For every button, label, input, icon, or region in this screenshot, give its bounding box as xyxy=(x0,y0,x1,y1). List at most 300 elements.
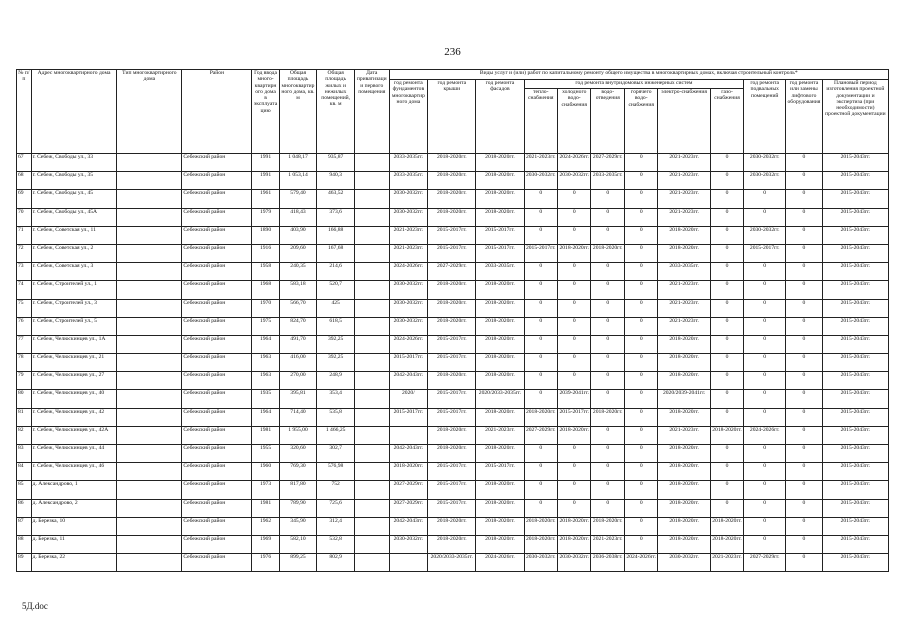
cell-facade: 2018-2020гг. xyxy=(476,408,524,426)
cell-basement: 0 xyxy=(744,335,786,353)
cell-heat: 2030-2032гг. xyxy=(524,554,557,572)
cell-hot-water: 0 xyxy=(624,463,657,481)
cell-heat: 0 xyxy=(524,354,557,372)
cell-gas: 0 xyxy=(710,299,743,317)
cell-address: г. Себеж, Строителей ул., 3 xyxy=(31,299,117,317)
cell-design-doc: 2015-2043гг. xyxy=(822,535,888,553)
cell-foundation: 2027-2029гг. xyxy=(389,481,428,499)
cell-design-doc: 2015-2043гг. xyxy=(822,372,888,390)
cell-electric: 2021-2023гг. xyxy=(658,317,710,335)
cell-privatization-date xyxy=(354,354,389,372)
cell-hot-water: 0 xyxy=(624,154,657,172)
cell-sewer: 0 xyxy=(591,281,624,299)
cell-foundation: 2020/ xyxy=(389,390,428,408)
cell-building-type xyxy=(117,517,182,535)
cell-privatization-date xyxy=(354,481,389,499)
cell-living-area: 576,98 xyxy=(317,463,355,481)
table-row xyxy=(17,317,889,335)
cell-roof: 2018-2020гг. xyxy=(428,517,476,535)
cell-sewer: 2033-2035гг. xyxy=(591,172,624,190)
cell-electric: 2021-2023гг. xyxy=(658,154,710,172)
cell-foundation: 2030-2032гг. xyxy=(389,208,428,226)
cell-heat: 0 xyxy=(524,317,557,335)
capital-repair-table xyxy=(16,69,889,572)
col-header-sewer: водо-отведения xyxy=(591,89,624,154)
cell-cold-water: 0 xyxy=(558,263,591,281)
cell-sewer: 0 xyxy=(591,499,624,517)
cell-living-area: 618,5 xyxy=(317,317,355,335)
cell-district: Себежский район xyxy=(182,499,252,517)
col-header-design-doc: Плановый период изготовления проектной документации и экспертиза (при необходимости) проектной документации xyxy=(822,80,888,154)
col-header-cold-water: холодного водо-снабжения xyxy=(558,89,591,154)
cell-building-type xyxy=(117,154,182,172)
col-header-building-type: Тип многоквартирного дома xyxy=(117,70,182,154)
cell-cold-water: 0 xyxy=(558,335,591,353)
cell-district: Себежский район xyxy=(182,317,252,335)
cell-cold-water: 0 xyxy=(558,481,591,499)
cell-address: г. Себеж, Свободы ул., 35 xyxy=(31,172,117,190)
col-header-heat: тепло-снабжения xyxy=(524,89,557,154)
table-row xyxy=(17,299,889,317)
cell-living-area: 425 xyxy=(317,299,355,317)
cell-design-doc: 2015-2043гг. xyxy=(822,190,888,208)
cell-gas: 0 xyxy=(710,281,743,299)
cell-roof: 2018-2020гг. xyxy=(428,426,476,444)
col-header-facade: год ремонта фасадов xyxy=(476,80,524,154)
cell-elevator: 0 xyxy=(786,517,823,535)
cell-year-built: 1979 xyxy=(252,208,279,226)
cell-electric: 2021-2023гг. xyxy=(658,190,710,208)
cell-hot-water: 0 xyxy=(624,281,657,299)
cell-year-built: 1890 xyxy=(252,226,279,244)
cell-year-built: 1968 xyxy=(252,281,279,299)
cell-electric: 2018-2020гг. xyxy=(658,445,710,463)
cell-sewer: 0 xyxy=(591,208,624,226)
cell-address: г. Себеж, Челюскинцев ул., 27 xyxy=(31,372,117,390)
cell-facade: 2018-2020гг. xyxy=(476,499,524,517)
cell-foundation: 2021-2023гг. xyxy=(389,226,428,244)
cell-sewer: 0 xyxy=(591,335,624,353)
cell-facade: 2018-2020гг. xyxy=(476,154,524,172)
cell-building-type xyxy=(117,281,182,299)
cell-design-doc: 2015-2043гг. xyxy=(822,426,888,444)
cell-district: Себежский район xyxy=(182,335,252,353)
cell-total-area: 824,70 xyxy=(279,317,317,335)
cell-year-built: 1970 xyxy=(252,299,279,317)
table-header xyxy=(17,70,889,154)
cell-roof: 2018-2020гг. xyxy=(428,535,476,553)
cell-total-area: 345,90 xyxy=(279,517,317,535)
cell-gas: 0 xyxy=(710,499,743,517)
cell-gas: 0 xyxy=(710,408,743,426)
table-row xyxy=(17,190,889,208)
cell-living-area: 520,7 xyxy=(317,281,355,299)
cell-gas: 0 xyxy=(710,335,743,353)
table-row xyxy=(17,554,889,572)
cell-building-type xyxy=(117,190,182,208)
cell-foundation: 2042-2043гг. xyxy=(389,517,428,535)
col-header-elevator: год ремонта или замены лифтового оборудования xyxy=(786,80,823,154)
cell-design-doc: 2015-2043гг. xyxy=(822,208,888,226)
cell-year-built: 1991 xyxy=(252,172,279,190)
cell-cold-water: 0 xyxy=(558,208,591,226)
cell-design-doc: 2015-2043гг. xyxy=(822,481,888,499)
cell-sewer: 2018-2020гг. xyxy=(591,517,624,535)
cell-roof: 2015-2017гг. xyxy=(428,335,476,353)
cell-hot-water: 0 xyxy=(624,263,657,281)
cell-gas: 0 xyxy=(710,372,743,390)
cell-year-built: 1955 xyxy=(252,445,279,463)
cell-living-area: 752 xyxy=(317,481,355,499)
col-header-electric: электро-снабжения xyxy=(658,89,710,154)
cell-privatization-date xyxy=(354,226,389,244)
cell-facade: 2018-2020гг. xyxy=(476,372,524,390)
cell-living-area: 1 466,25 xyxy=(317,426,355,444)
cell-basement: 0 xyxy=(744,372,786,390)
cell-basement: 0 xyxy=(744,499,786,517)
cell-address: д. Александрово, 1 xyxy=(31,481,117,499)
cell-gas: 0 xyxy=(710,390,743,408)
cell-roof: 2018-2020гг. xyxy=(428,281,476,299)
cell-roof: 2018-2020гг. xyxy=(428,208,476,226)
cell-building-type xyxy=(117,354,182,372)
cell-foundation: 2042-2043гг. xyxy=(389,372,428,390)
cell-district: Себежский район xyxy=(182,172,252,190)
cell-address: г. Себеж, Строителей ул., 5 xyxy=(31,317,117,335)
cell-basement: 0 xyxy=(744,517,786,535)
cell-address: г. Себеж, Советская ул., 2 xyxy=(31,244,117,262)
cell-facade: 2018-2020гг. xyxy=(476,445,524,463)
cell-hot-water: 0 xyxy=(624,390,657,408)
cell-no: 84 xyxy=(17,463,32,481)
cell-design-doc: 2015-2043гг. xyxy=(822,172,888,190)
cell-privatization-date xyxy=(354,535,389,553)
cell-cold-water: 2015-2017гг. xyxy=(558,408,591,426)
cell-building-type xyxy=(117,299,182,317)
cell-elevator: 0 xyxy=(786,317,823,335)
cell-foundation: 2033-2035гг. xyxy=(389,154,428,172)
table-row xyxy=(17,281,889,299)
cell-district: Себежский район xyxy=(182,535,252,553)
cell-facade: 2033-2035гг. xyxy=(476,263,524,281)
cell-elevator: 0 xyxy=(786,426,823,444)
cell-design-doc: 2015-2043гг. xyxy=(822,499,888,517)
cell-building-type xyxy=(117,499,182,517)
cell-electric: 2018-2020гг. xyxy=(658,463,710,481)
cell-hot-water: 0 xyxy=(624,535,657,553)
cell-basement: 0 xyxy=(744,190,786,208)
cell-hot-water: 0 xyxy=(624,335,657,353)
cell-roof: 2015-2017гг. xyxy=(428,390,476,408)
cell-electric: 2033-2035гг. xyxy=(658,263,710,281)
cell-cold-water: 0 xyxy=(558,281,591,299)
cell-design-doc: 2015-2043гг. xyxy=(822,390,888,408)
cell-no: 69 xyxy=(17,190,32,208)
cell-living-area: 940,3 xyxy=(317,172,355,190)
cell-roof: 2018-2020гг. xyxy=(428,190,476,208)
cell-heat: 2018-2020гг. xyxy=(524,535,557,553)
table-row xyxy=(17,481,889,499)
cell-hot-water: 0 xyxy=(624,372,657,390)
cell-address: г. Себеж, Строителей ул., 1 xyxy=(31,281,117,299)
table-row xyxy=(17,208,889,226)
cell-living-area: 166,88 xyxy=(317,226,355,244)
cell-no: 67 xyxy=(17,154,32,172)
cell-sewer: 0 xyxy=(591,390,624,408)
cell-district: Себежский район xyxy=(182,263,252,281)
cell-building-type xyxy=(117,463,182,481)
cell-living-area: 802,9 xyxy=(317,554,355,572)
cell-no: 79 xyxy=(17,372,32,390)
cell-total-area: 240,35 xyxy=(279,263,317,281)
cell-privatization-date xyxy=(354,281,389,299)
cell-roof: 2015-2017гг. xyxy=(428,499,476,517)
cell-basement: 0 xyxy=(744,263,786,281)
col-header-address: Адрес многоквартирного дома xyxy=(31,70,117,154)
cell-foundation: 2018-2020гг. xyxy=(389,463,428,481)
col-header-no: № п/п xyxy=(17,70,32,154)
cell-gas: 2018-2020гг. xyxy=(710,517,743,535)
table-row xyxy=(17,390,889,408)
cell-district: Себежский район xyxy=(182,426,252,444)
cell-roof: 2018-2020гг. xyxy=(428,445,476,463)
cell-gas: 0 xyxy=(710,208,743,226)
cell-elevator: 0 xyxy=(786,299,823,317)
cell-basement: 2024-2026гг. xyxy=(744,426,786,444)
cell-heat: 2027-2029гг. xyxy=(524,426,557,444)
cell-elevator: 0 xyxy=(786,499,823,517)
cell-living-area: 248,9 xyxy=(317,372,355,390)
cell-privatization-date xyxy=(354,172,389,190)
cell-basement: 0 xyxy=(744,445,786,463)
cell-gas: 0 xyxy=(710,263,743,281)
cell-facade: 2018-2020гг. xyxy=(476,335,524,353)
cell-district: Себежский район xyxy=(182,554,252,572)
cell-electric: 2018-2020гг. xyxy=(658,499,710,517)
cell-heat: 0 xyxy=(524,299,557,317)
cell-sewer: 2018-2020гг. xyxy=(591,244,624,262)
cell-heat: 2018-2020гг. xyxy=(524,408,557,426)
cell-district: Себежский район xyxy=(182,190,252,208)
cell-privatization-date xyxy=(354,299,389,317)
cell-living-area: 373,6 xyxy=(317,208,355,226)
cell-electric: 2018-2020гг. xyxy=(658,354,710,372)
cell-elevator: 0 xyxy=(786,244,823,262)
cell-cold-water: 0 xyxy=(558,445,591,463)
cell-building-type xyxy=(117,481,182,499)
cell-basement: 0 xyxy=(744,317,786,335)
cell-elevator: 0 xyxy=(786,154,823,172)
cell-total-area: 1 048,17 xyxy=(279,154,317,172)
cell-elevator: 0 xyxy=(786,445,823,463)
cell-address: г. Себеж, Челюскинцев ул., 40 xyxy=(31,390,117,408)
col-header-foundation: год ремонта фундаментов многоквартирного дома xyxy=(389,80,428,154)
table-row xyxy=(17,354,889,372)
cell-building-type xyxy=(117,408,182,426)
cell-privatization-date xyxy=(354,317,389,335)
table-row xyxy=(17,154,889,172)
cell-elevator: 0 xyxy=(786,226,823,244)
cell-privatization-date xyxy=(354,445,389,463)
cell-sewer: 0 xyxy=(591,372,624,390)
cell-heat: 2018-2020гг. xyxy=(524,517,557,535)
cell-cold-water: 2018-2020гг. xyxy=(558,426,591,444)
cell-district: Себежский район xyxy=(182,208,252,226)
cell-no: 87 xyxy=(17,517,32,535)
cell-living-area: 463,52 xyxy=(317,190,355,208)
cell-address: г. Себеж, Челюскинцев ул., 44 xyxy=(31,445,117,463)
cell-building-type xyxy=(117,317,182,335)
cell-hot-water: 0 xyxy=(624,208,657,226)
cell-basement: 0 xyxy=(744,299,786,317)
col-header-basement: год ремонта подвальных помещений xyxy=(744,80,786,154)
cell-roof: 2018-2020гг. xyxy=(428,154,476,172)
cell-building-type xyxy=(117,244,182,262)
cell-living-area: 312,4 xyxy=(317,517,355,535)
cell-sewer: 2018-2020гг. xyxy=(591,408,624,426)
cell-heat: 0 xyxy=(524,263,557,281)
cell-design-doc: 2015-2043гг. xyxy=(822,154,888,172)
cell-year-built: 1961 xyxy=(252,190,279,208)
cell-privatization-date xyxy=(354,390,389,408)
cell-sewer: 0 xyxy=(591,481,624,499)
cell-cold-water: 0 xyxy=(558,354,591,372)
cell-gas: 0 xyxy=(710,445,743,463)
cell-sewer: 0 xyxy=(591,226,624,244)
cell-sewer: 0 xyxy=(591,426,624,444)
cell-basement: 0 xyxy=(744,390,786,408)
cell-building-type xyxy=(117,445,182,463)
table-body xyxy=(17,154,889,572)
cell-building-type xyxy=(117,535,182,553)
cell-design-doc: 2015-2043гг. xyxy=(822,354,888,372)
cell-year-built: 1981 xyxy=(252,499,279,517)
cell-foundation: 2030-2032гг. xyxy=(389,535,428,553)
cell-living-area: 532,8 xyxy=(317,535,355,553)
cell-design-doc: 2015-2043гг. xyxy=(822,299,888,317)
cell-year-built: 1975 xyxy=(252,317,279,335)
cell-total-area: 1 955,00 xyxy=(279,426,317,444)
cell-living-area: 167,68 xyxy=(317,244,355,262)
cell-electric: 2021-2023гг. xyxy=(658,281,710,299)
table-row xyxy=(17,517,889,535)
cell-foundation: 2030-2032гг. xyxy=(389,190,428,208)
cell-heat: 2015-2017гг. xyxy=(524,244,557,262)
cell-total-area: 209,60 xyxy=(279,244,317,262)
cell-building-type xyxy=(117,372,182,390)
cell-total-area: 789,90 xyxy=(279,499,317,517)
cell-total-area: 583,18 xyxy=(279,281,317,299)
cell-cold-water: 2030-2032гг. xyxy=(558,554,591,572)
cell-building-type xyxy=(117,554,182,572)
cell-basement: 2030-2032гг. xyxy=(744,226,786,244)
cell-hot-water: 0 xyxy=(624,408,657,426)
cell-living-area: 353,4 xyxy=(317,390,355,408)
cell-total-area: 714,40 xyxy=(279,408,317,426)
cell-year-built: 1969 xyxy=(252,535,279,553)
cell-hot-water: 0 xyxy=(624,317,657,335)
cell-roof: 2018-2020гг. xyxy=(428,372,476,390)
cell-elevator: 0 xyxy=(786,481,823,499)
cell-hot-water: 0 xyxy=(624,517,657,535)
cell-facade: 2018-2020гг. xyxy=(476,281,524,299)
cell-total-area: 416,00 xyxy=(279,354,317,372)
cell-foundation: 2024-2026гг. xyxy=(389,335,428,353)
cell-district: Себежский район xyxy=(182,408,252,426)
cell-electric: 2021-2023гг. xyxy=(658,299,710,317)
cell-electric: 2018-2020гг. xyxy=(658,226,710,244)
cell-total-area: 769,30 xyxy=(279,463,317,481)
cell-design-doc: 2015-2043гг. xyxy=(822,445,888,463)
cell-total-area: 320,60 xyxy=(279,445,317,463)
cell-year-built: 1973 xyxy=(252,481,279,499)
cell-cold-water: 0 xyxy=(558,463,591,481)
cell-heat: 0 xyxy=(524,499,557,517)
cell-facade: 2015-2017гг. xyxy=(476,463,524,481)
cell-basement: 0 xyxy=(744,481,786,499)
cell-address: г. Себеж, Челюскинцев ул., 42А xyxy=(31,426,117,444)
cell-heat: 0 xyxy=(524,281,557,299)
cell-total-area: 395,81 xyxy=(279,390,317,408)
cell-privatization-date xyxy=(354,190,389,208)
cell-electric: 2018-2020гг. xyxy=(658,408,710,426)
cell-hot-water: 0 xyxy=(624,190,657,208)
cell-year-built: 1964 xyxy=(252,408,279,426)
cell-cold-water: 2018-2020гг. xyxy=(558,244,591,262)
cell-total-area: 582,10 xyxy=(279,535,317,553)
cell-hot-water: 0 xyxy=(624,481,657,499)
cell-facade: 2024-2026гг. xyxy=(476,554,524,572)
cell-total-area: 270,00 xyxy=(279,372,317,390)
cell-elevator: 0 xyxy=(786,281,823,299)
cell-no: 78 xyxy=(17,354,32,372)
cell-building-type xyxy=(117,208,182,226)
cell-total-area: 579,40 xyxy=(279,190,317,208)
cell-heat: 0 xyxy=(524,226,557,244)
cell-hot-water: 0 xyxy=(624,226,657,244)
cell-design-doc: 2015-2043гг. xyxy=(822,408,888,426)
cell-roof: 2020/2033-2035гг. xyxy=(428,554,476,572)
cell-basement: 2027-2029гг. xyxy=(744,554,786,572)
cell-no: 76 xyxy=(17,317,32,335)
cell-no: 89 xyxy=(17,554,32,572)
col-header-roof: год ремонта крыши xyxy=(428,80,476,154)
cell-electric: 2021-2023гг. xyxy=(658,172,710,190)
cell-design-doc: 2015-2043гг. xyxy=(822,554,888,572)
table-row xyxy=(17,335,889,353)
cell-year-built: 1935 xyxy=(252,390,279,408)
cell-district: Себежский район xyxy=(182,517,252,535)
cell-building-type xyxy=(117,226,182,244)
cell-facade: 2020/2033-2035гг. xyxy=(476,390,524,408)
cell-elevator: 0 xyxy=(786,554,823,572)
cell-year-built: 1960 xyxy=(252,463,279,481)
cell-foundation: 2015-2017гг. xyxy=(389,408,428,426)
cell-foundation: 2030-2032гг. xyxy=(389,299,428,317)
cell-hot-water: 0 xyxy=(624,244,657,262)
table-row xyxy=(17,499,889,517)
cell-gas: 0 xyxy=(710,463,743,481)
cell-district: Себежский район xyxy=(182,299,252,317)
cell-district: Себежский район xyxy=(182,390,252,408)
cell-district: Себежский район xyxy=(182,463,252,481)
cell-elevator: 0 xyxy=(786,172,823,190)
cell-gas: 0 xyxy=(710,172,743,190)
cell-basement: 0 xyxy=(744,208,786,226)
cell-elevator: 0 xyxy=(786,263,823,281)
cell-year-built: 1916 xyxy=(252,244,279,262)
cell-district: Себежский район xyxy=(182,481,252,499)
